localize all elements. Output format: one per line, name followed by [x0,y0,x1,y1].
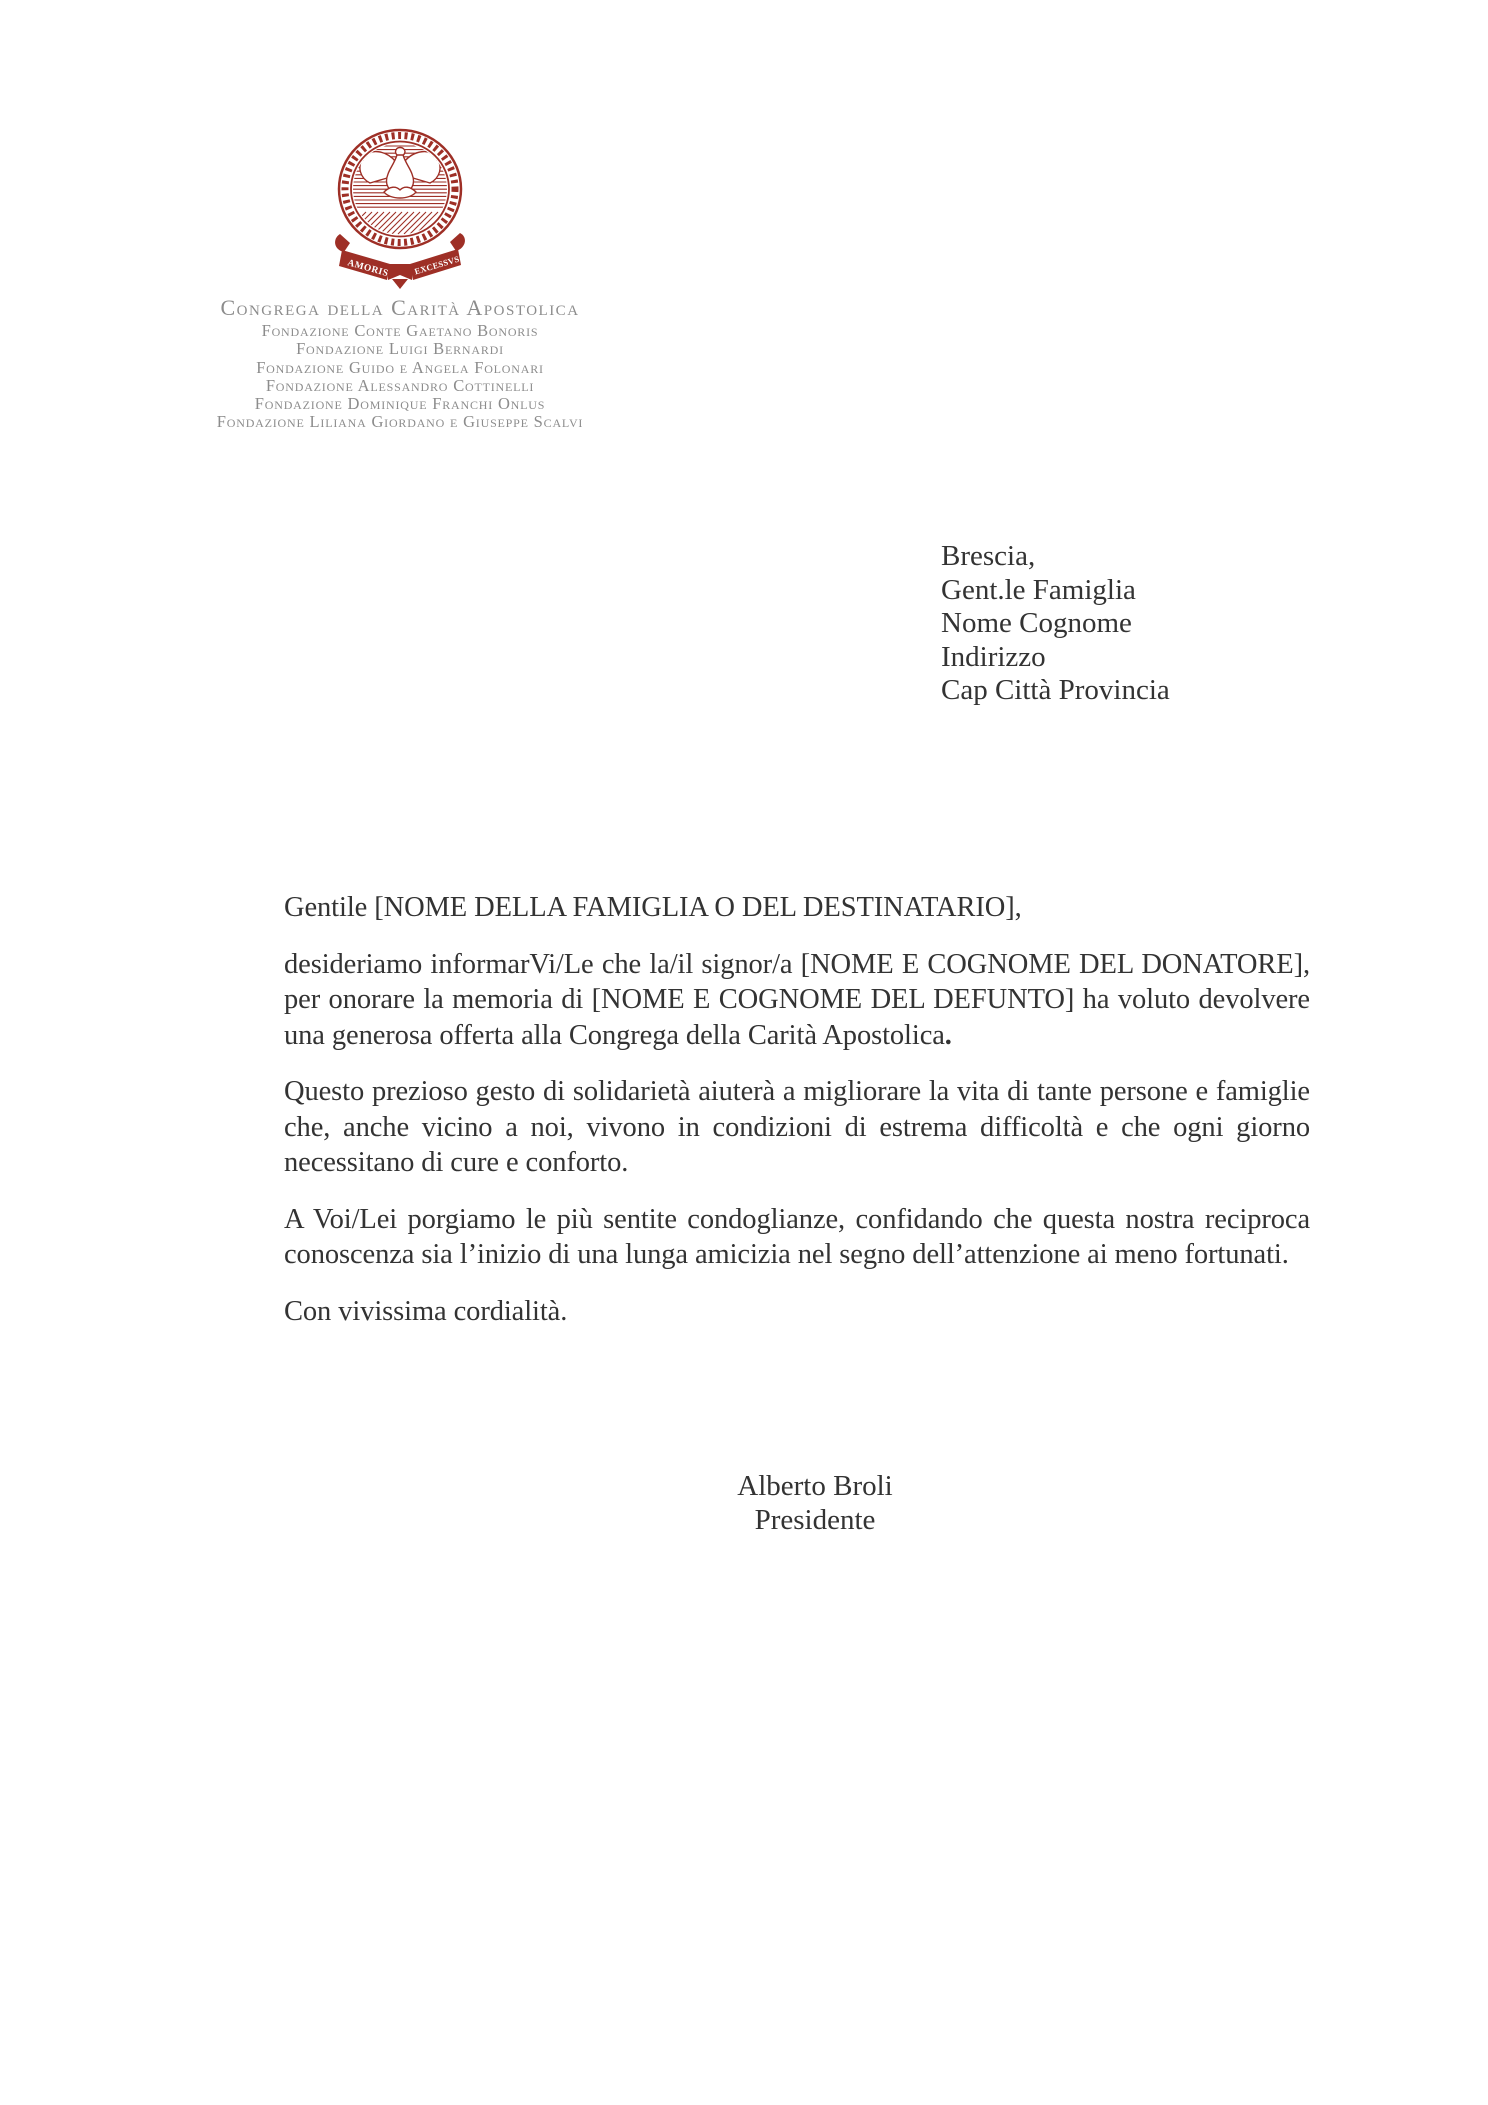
foundation-list [95,322,705,432]
address-line: Brescia, [941,540,1036,572]
foundation-name: Fondazione Liliana Giordano e Giuseppe Scalvi [216,412,584,432]
letterhead [95,296,705,432]
bold-period: . [944,1019,952,1051]
foundation-name: Fondazione Guido e Angela Folonari [256,357,544,377]
pelican-crest-icon [330,122,470,290]
motto-text-right: EXCESSVS [413,253,461,277]
organization-name: Congrega della Carità Apostolica [220,295,580,320]
foundation-name: Fondazione Dominique Franchi Onlus [254,394,546,414]
foundation-name: Fondazione Luigi Bernardi [296,339,504,359]
recipient-address-block [941,540,1170,708]
address-line: Nome Cognome [941,607,1132,639]
motto-text-left: AMORIS [346,258,390,280]
address-line: Gent.le Famiglia [941,573,1136,606]
foundation-name: Fondazione Conte Gaetano Bonoris [261,321,539,340]
body-paragraph [284,947,1310,1054]
salutation: Gentile [NOME DELLA FAMIGLIA O DEL DESTINATARIO], [284,892,1022,923]
signer-name: Alberto Broli [737,1470,893,1502]
body-paragraph: Questo prezioso gesto di solidarietà aiuterà a migliorare la vita di tante persone e famiglie che, anche vicino a noi, vivono in condizioni di estrema difficoltà e che ogni giorno necessitano di cure e conforto. [284,1076,1310,1178]
paragraph-text: desideriamo informarVi/Le che la/il signor/a [NOME E COGNOME DEL DONATORE], per onorare la memoria di [NOME E COGNOME DEL DEFUNTO] ha voluto devolvere una generosa offerta alla Congrega della Carità Apostolica [284,948,1310,1051]
signer-role: Presidente [754,1504,876,1536]
signature-block [615,1469,1015,1537]
letter-body [284,890,1310,1350]
address-line: Cap Città Provincia [941,674,1170,706]
address-line: Indirizzo [941,640,1046,673]
body-paragraph: A Voi/Lei porgiamo le più sentite condoglianze, confidando che questa nostra reciproca conoscenza sia l’inizio di una lunga amicizia nel segno dell’attenzione ai meno fortunati. [284,1203,1310,1270]
closing: Con vivissima cordialità. [284,1295,568,1327]
foundation-name: Fondazione Alessandro Cottinelli [265,375,535,395]
